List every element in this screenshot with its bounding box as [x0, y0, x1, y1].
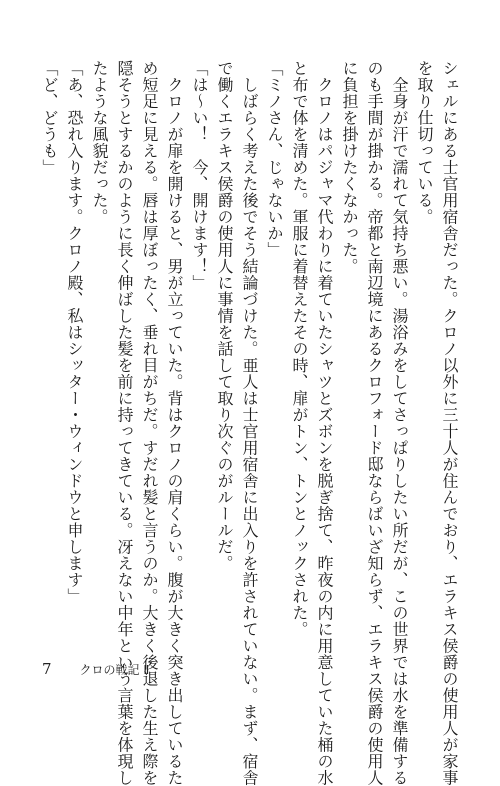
- text-line: シェルにある士官用宿舎だった。クロノ以外に三十人が住んでおり、エラキス侯爵の使用人が家事: [440, 60, 459, 786]
- text-line: め短足に見える。唇は厚ぼったく、垂れ目がちだ。すだれ髪と言うのか。大きく後退した生え際を: [140, 60, 159, 786]
- text-line: で働くエラキス侯爵の使用人に事情を話して取り次ぐのがルールだ。: [215, 60, 234, 572]
- text-line: を取り仕切っている。: [415, 60, 434, 225]
- text-line: のも手間が掛かる。帝都と南辺境にあるクロフォード邸ならばいざ知らず、エラキス侯爵の使用人: [365, 60, 384, 786]
- text-line: クロノが扉を開けると、男が立っていた。背はクロノの肩くらい。腹が大きく突き出しているた: [165, 60, 184, 786]
- text-line: 全身が汗で濡れて気持ち悪い。湯浴みをしてさっぱりしたい所だが、この世界では水を準備する: [390, 60, 409, 786]
- text-line: 「ど、どうも」: [40, 60, 59, 176]
- text-line: に負担を掛けたくなかった。: [340, 60, 359, 275]
- page-number: 7: [42, 660, 52, 678]
- text-line: と布で体を清めた。軍服に着替えたその時、扉がトン、トンとノックされた。: [290, 60, 309, 638]
- text-line: 「ミノさん、じゃないか」: [265, 60, 284, 258]
- text-line: クロノはパジャマ代わりに着ていたシャツとズボンを脱ぎ捨て、昨夜の内に用意していた桶の水: [315, 60, 334, 786]
- book-title: クロの戦記 Ⅱ: [79, 663, 150, 677]
- text-line: 「あ、恐れ入ります。クロノ殿、私はシッター・ウィンドウと申します」: [65, 60, 84, 605]
- text-line: しばらく考えた後でそう結論づけた。亜人は士官用宿舎に出入りを許されていない。まず、宿舎: [240, 60, 259, 786]
- text-line: 「は～い！ 今、開けます！」: [190, 60, 209, 291]
- page-footer: [42, 660, 149, 678]
- text-line: たような風貌だった。: [90, 60, 109, 225]
- text-line: 隠そうとするかのように長く伸ばした髪を前に持ってきている。冴えない中年という言葉を体現し: [115, 60, 134, 786]
